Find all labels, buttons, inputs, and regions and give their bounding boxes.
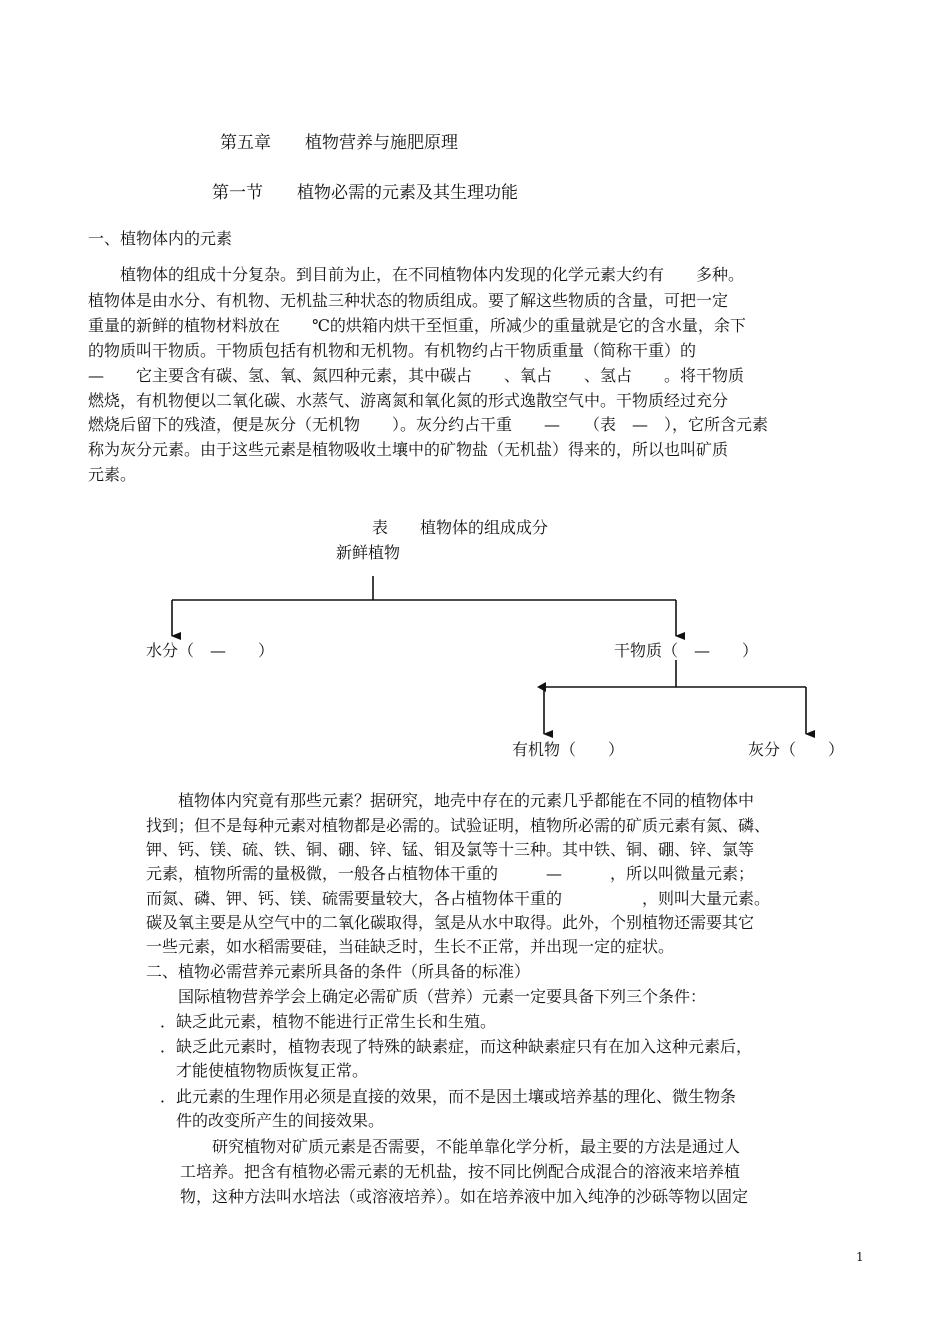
paragraph-line: 重量的新鲜的植物材料放在 ℃的烘箱内烘干至恒重，所减少的重量就是它的含水量，余下 xyxy=(88,316,746,335)
heading-essential-criteria: 二、植物必需营养元素所具备的条件（所具备的标准） xyxy=(146,962,531,981)
node-dry-matter: 干物质（ — ） xyxy=(614,641,759,660)
paragraph-line: 碳及氧主要是从空气中的二氧化碳取得，氢是从水中取得。此外，个别植物还需要其它 xyxy=(146,913,755,932)
criteria-item: ．此元素的生理作用必须是直接的效果，而不是因土壤或培养基的理化、微生物条 xyxy=(160,1087,737,1106)
node-ash: 灰分（ ） xyxy=(748,740,845,759)
node-water: 水分（ — ） xyxy=(146,641,275,660)
criteria-item: ．缺乏此元素，植物不能进行正常生长和生殖。 xyxy=(160,1012,497,1031)
paragraph-line: 的物质叫干物质。干物质包括有机物和无机物。有机物约占干物质重量（简称干重）的 xyxy=(88,341,697,360)
paragraph-line: 工培养。把含有植物必需元素的无机盐，按不同比例配合成混合的溶液来培养植 xyxy=(164,1162,741,1181)
figure-caption: 表 植物体的组成成分 xyxy=(372,518,549,537)
node-fresh-plant: 新鲜植物 xyxy=(336,543,401,562)
paragraph-line: 物，这种方法叫水培法（或溶液培养）。如在培养液中加入纯净的沙砾等物以固定 xyxy=(164,1187,749,1206)
criteria-item-continued: 才能使植物物质恢复正常。 xyxy=(160,1061,369,1080)
paragraph-line: 燃烧后留下的残渣，便是灰分（无机物 ）。灰分约占干重 — （表 — ），它所含元素 xyxy=(88,415,769,434)
paragraph-line: 找到；但不是每种元素对植物都是必需的。试验证明，植物所必需的矿质元素有氮、磷、 xyxy=(146,816,771,835)
criteria-item: ．缺乏此元素时，植物表现了特殊的缺素症，而这种缺素症只有在加入这种元素后， xyxy=(160,1037,753,1056)
paragraph-line: 而氮、磷、钾、钙、镁、硫需要量较大，各占植物体干重的 ，则叫大量元素。 xyxy=(146,889,771,908)
node-organic: 有机物（ ） xyxy=(512,740,625,759)
paragraph-line: 植物体是由水分、有机物、无机盐三种状态的物质组成。要了解这些物质的含量，可把一定 xyxy=(88,291,729,310)
chapter-title: 第五章 植物营养与施肥原理 xyxy=(220,133,458,153)
bar-end-arrowhead xyxy=(537,682,546,692)
paragraph-line: 元素，植物所需的量极微，一般各占植物体干重的 — ，所以叫微量元素； xyxy=(146,864,755,883)
heading-plant-elements: 一、植物体内的元素 xyxy=(88,229,233,248)
paragraph-line: 燃烧，有机物便以二氧化碳、水蒸气、游离氮和氧化氮的形式逸散空气中。干物质经过充分 xyxy=(88,391,729,410)
paragraph-line: 植物体的组成十分复杂。到目前为止，在不同植物体内发现的化学元素大约有 多种。 xyxy=(88,265,745,284)
paragraph-line: 称为灰分元素。由于这些元素是植物吸收土壤中的矿物盐（无机盐）得来的，所以也叫矿质 xyxy=(88,440,729,459)
criteria-intro: 国际植物营养学会上确定必需矿质（营养）元素一定要具备下列三个条件： xyxy=(146,987,707,1006)
paragraph-line: 研究植物对矿质元素是否需要，不能单靠化学分析，最主要的方法是通过人 xyxy=(164,1137,741,1156)
paragraph-line: 植物体内究竟有那些元素？据研究，地壳中存在的元素几乎都能在不同的植物体中 xyxy=(146,791,755,810)
criteria-item-continued: 件的改变所产生的间接效果。 xyxy=(160,1111,385,1130)
paragraph-line: 钾、钙、镁、硫、铁、铜、硼、锌、锰、钼及氯等十三种。其中铁、铜、硼、锌、氯等 xyxy=(146,840,755,859)
paragraph-line: — 它主要含有碳、氢、氧、氮四种元素，其中碳占 、氧占 、氢占 。将干物质 xyxy=(88,366,745,385)
page-number: 1 xyxy=(856,1250,864,1264)
section-title: 第一节 植物必需的元素及其生理功能 xyxy=(212,183,518,203)
paragraph-line: 元素。 xyxy=(88,465,137,484)
paragraph-line: 一些元素，如水稻需要硅，当硅缺乏时，生长不正常，并出现一定的症状。 xyxy=(146,937,675,956)
